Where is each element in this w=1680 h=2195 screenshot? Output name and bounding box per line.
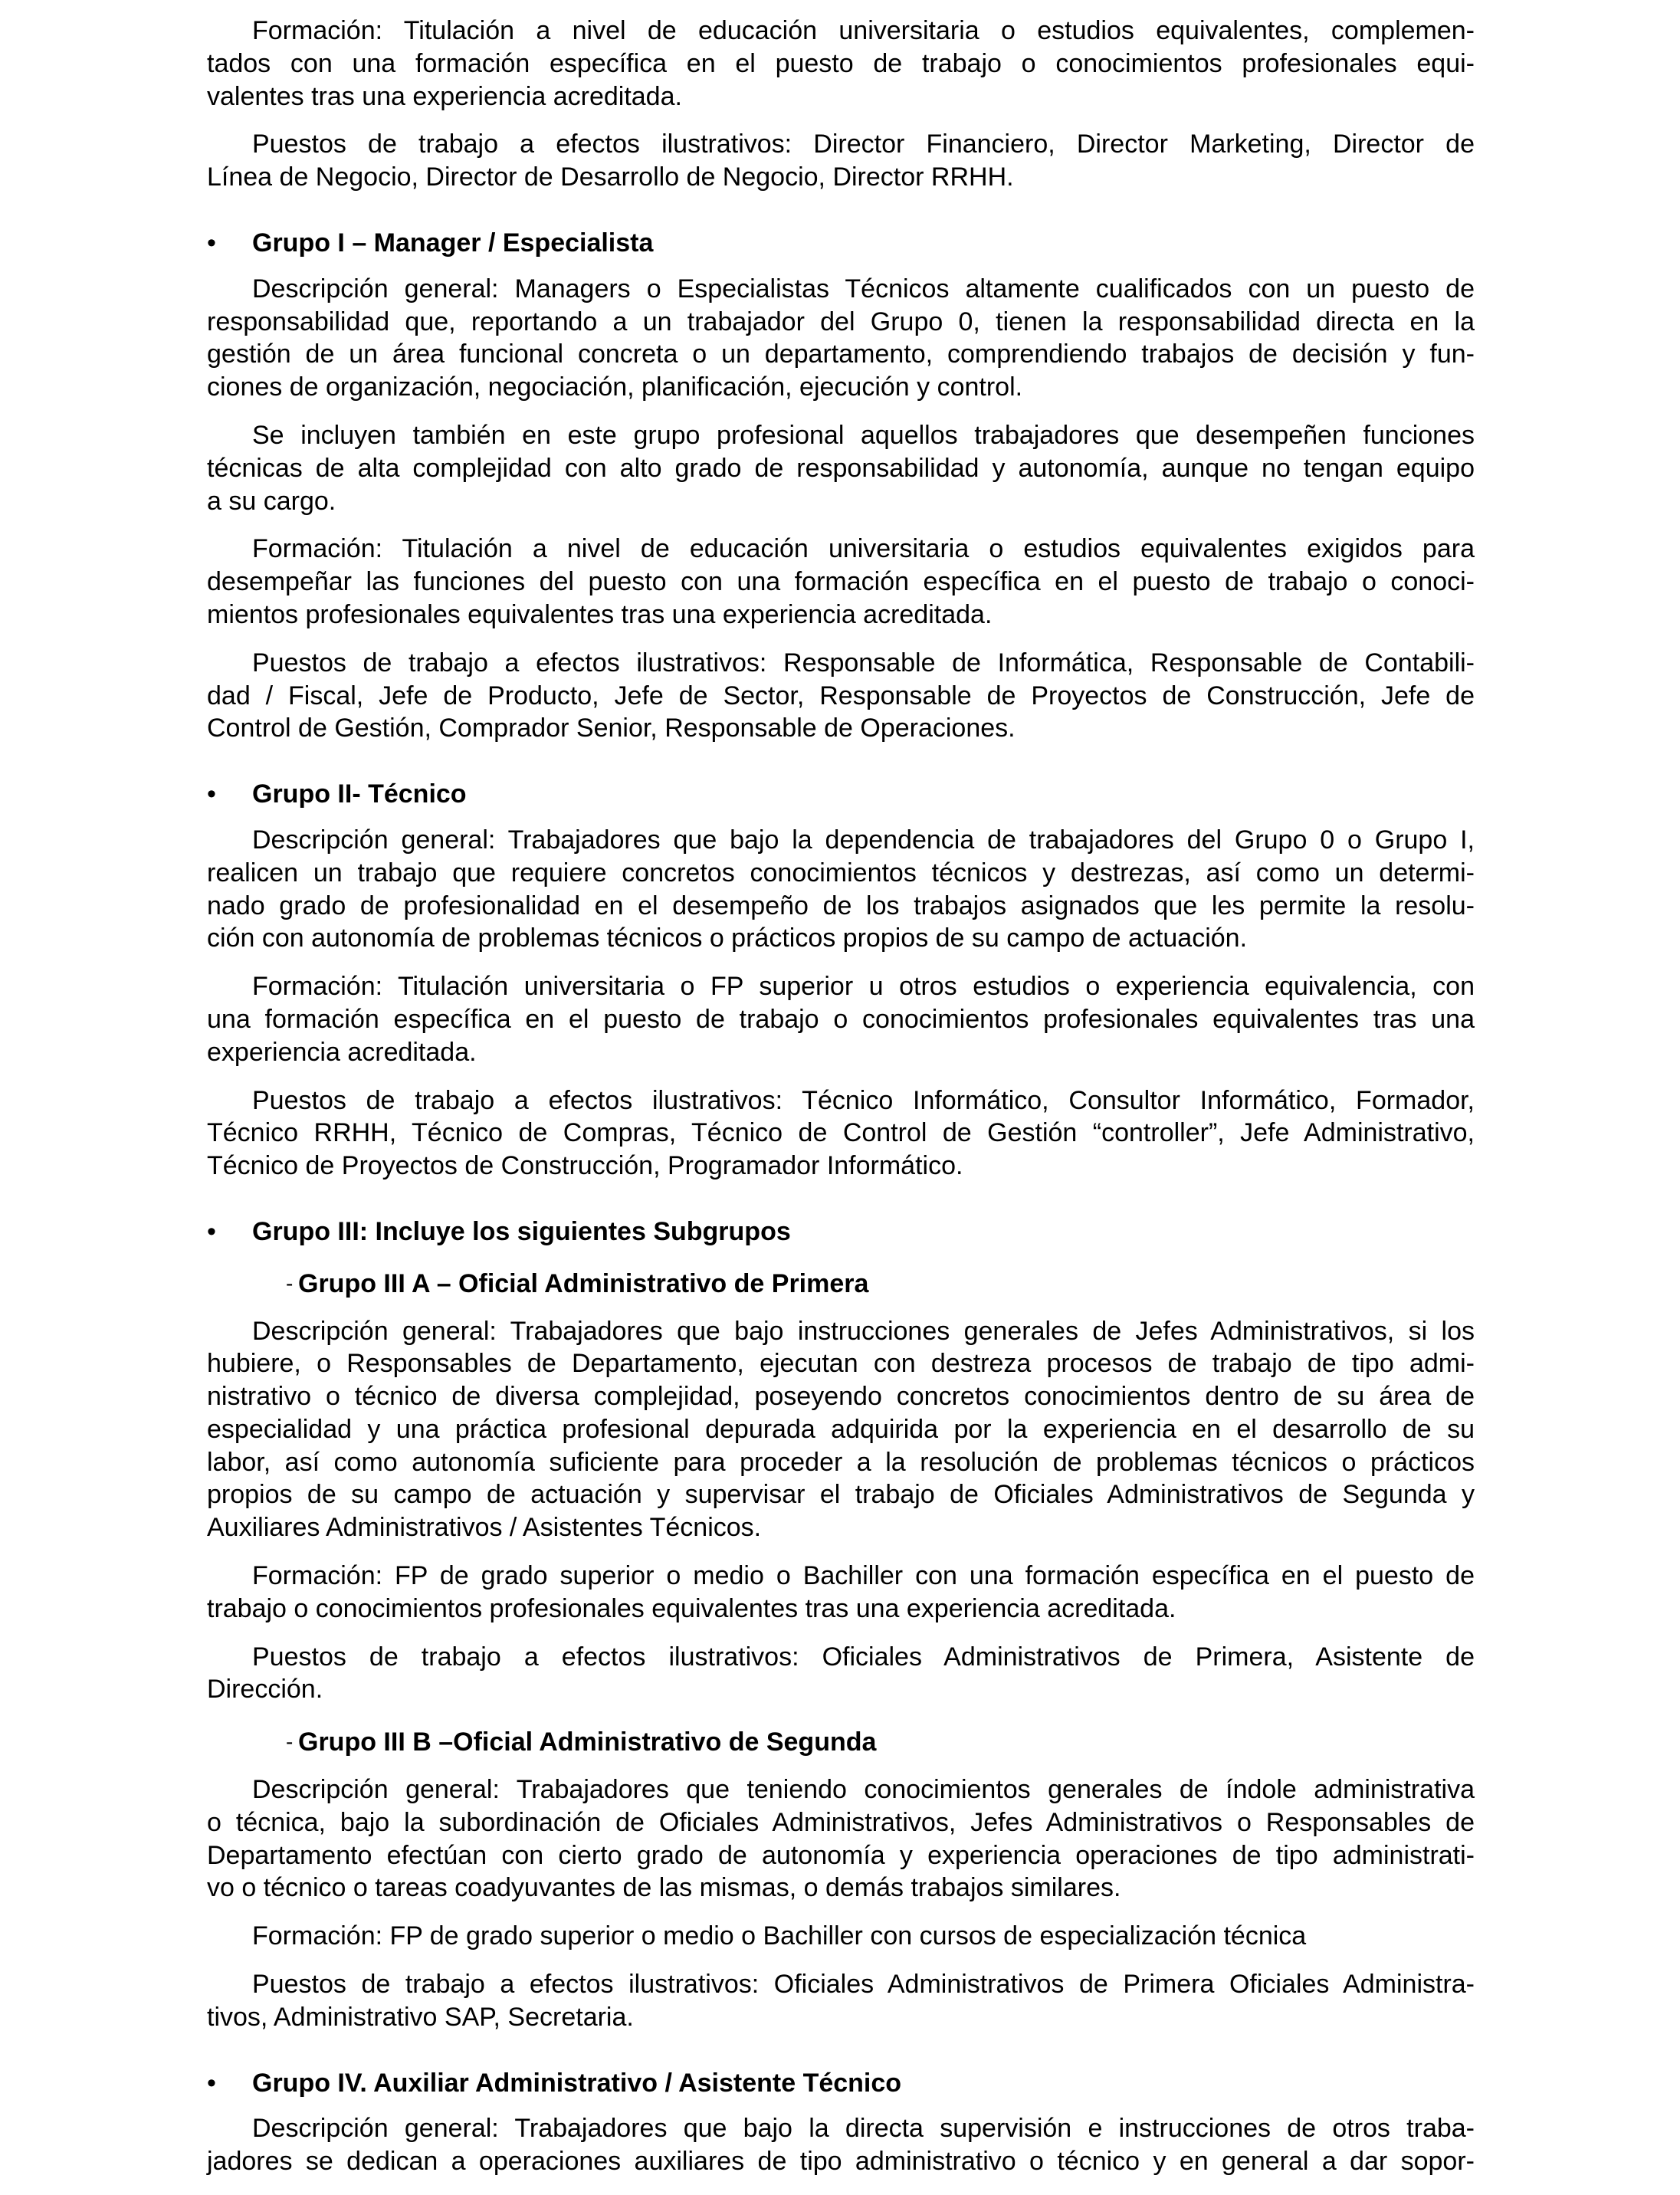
paragraph-line: Se incluyen también en este grupo profesional aquellos trabajadores que desempeñen funciones bbox=[252, 420, 1475, 450]
subsection-heading bbox=[207, 1726, 1475, 1759]
heading-text: Grupo IV. Auxiliar Administrativo / Asistente Técnico bbox=[252, 2068, 902, 2098]
paragraph-line: propios de su campo de actuación y supervisar el trabajo de Oficiales Administrativos de Segunda y bbox=[207, 1480, 1475, 1510]
paragraph-line: Auxiliares Administrativos / Asistentes Técnicos. bbox=[207, 1513, 762, 1543]
dash-icon: - bbox=[286, 1271, 294, 1295]
paragraph bbox=[207, 1920, 1475, 1953]
bullet-icon: • bbox=[207, 228, 216, 258]
paragraph bbox=[207, 128, 1475, 194]
paragraph-line: experiencia acreditada. bbox=[207, 1037, 477, 1067]
bullet-icon: • bbox=[207, 2068, 216, 2098]
bullet-icon: • bbox=[207, 1216, 216, 1246]
paragraph-line: nistrativo o técnico de diversa complejidad, poseyendo concretos conocimientos dentro de su área de bbox=[207, 1382, 1475, 1412]
paragraph-line: mientos profesionales equivalentes tras una experiencia acreditada. bbox=[207, 599, 993, 629]
paragraph bbox=[207, 647, 1475, 745]
dash-icon: - bbox=[286, 1730, 294, 1754]
paragraph-line: ción con autonomía de problemas técnicos o prácticos propios de su campo de actuación. bbox=[207, 924, 1248, 953]
paragraph-line: Descripción general: Trabajadores que bajo la dependencia de trabajadores del Grupo 0 o Grupo I, bbox=[252, 825, 1475, 855]
paragraph bbox=[207, 15, 1475, 113]
paragraph-line: Puestos de trabajo a efectos ilustrativos: Oficiales Administrativos de Primera, Asistente de bbox=[252, 1642, 1475, 1672]
paragraph-line: Descripción general: Trabajadores que bajo la directa supervisión e instrucciones de otros traba- bbox=[252, 2114, 1475, 2144]
paragraph bbox=[207, 1084, 1475, 1183]
heading-text: Grupo III A – Oficial Administrativo de Primera bbox=[298, 1268, 869, 1298]
paragraph-line: Descripción general: Trabajadores que teniendo conocimientos generales de índole administrativa bbox=[252, 1775, 1475, 1805]
paragraph-line: trabajo o conocimientos profesionales equivalentes tras una experiencia acreditada. bbox=[207, 1593, 1176, 1623]
paragraph-line: dad / Fiscal, Jefe de Producto, Jefe de Sector, Responsable de Proyectos de Construcción, Jefe de bbox=[207, 681, 1475, 710]
paragraph-line: Descripción general: Trabajadores que bajo instrucciones generales de Jefes Administrativos, si los bbox=[252, 1316, 1475, 1346]
paragraph-line: Departamento efectúan con cierto grado de autonomía y experiencia operaciones de tipo administrati- bbox=[207, 1840, 1475, 1870]
paragraph bbox=[207, 1968, 1475, 2034]
paragraph-line: Descripción general: Managers o Especialistas Técnicos altamente cualificados con un puesto de bbox=[252, 274, 1475, 303]
paragraph-line: tados con una formación específica en el puesto de trabajo o conocimientos profesionales equi- bbox=[207, 48, 1475, 78]
paragraph bbox=[207, 533, 1475, 631]
paragraph-line: Técnico de Proyectos de Construcción, Programador Informático. bbox=[207, 1151, 963, 1181]
paragraph-line: jadores se dedican a operaciones auxiliares de tipo administrativo o técnico y en general a dar sopor- bbox=[207, 2147, 1475, 2177]
paragraph bbox=[207, 824, 1475, 955]
paragraph-line: Formación: Titulación a nivel de educación universitaria o estudios equivalentes, complemen- bbox=[252, 16, 1475, 45]
paragraph bbox=[207, 1560, 1475, 1626]
heading-text: Grupo III B –Oficial Administrativo de Segunda bbox=[298, 1727, 877, 1757]
paragraph-line: labor, así como autonomía suficiente para proceder a la resolución de problemas técnicos o prácticos bbox=[207, 1447, 1475, 1477]
paragraph-line: a su cargo. bbox=[207, 486, 336, 516]
paragraph-line: o técnica, bajo la subordinación de Oficiales Administrativos, Jefes Administrativos o Responsables de bbox=[207, 1807, 1475, 1837]
paragraph-line: valentes tras una experiencia acreditada. bbox=[207, 81, 682, 111]
bullet-icon: • bbox=[207, 779, 216, 809]
heading-text: Grupo III: Incluye los siguientes Subgrupos bbox=[252, 1216, 791, 1246]
heading-text: Grupo I – Manager / Especialista bbox=[252, 228, 654, 258]
paragraph-line: Técnico RRHH, Técnico de Compras, Técnico de Control de Gestión “controller”, Jefe Administrativo, bbox=[207, 1118, 1475, 1148]
paragraph bbox=[207, 1641, 1475, 1707]
paragraph-line: Puestos de trabajo a efectos ilustrativos: Técnico Informático, Consultor Informático, Formador, bbox=[252, 1085, 1475, 1115]
paragraph bbox=[207, 419, 1475, 517]
paragraph-line: hubiere, o Responsables de Departamento, ejecutan con destreza procesos de trabajo de tipo admi- bbox=[207, 1349, 1475, 1379]
subsection-heading bbox=[207, 1268, 1475, 1301]
paragraph-line: técnicas de alta complejidad con alto grado de responsabilidad y autonomía, aunque no tengan equipo bbox=[207, 453, 1475, 483]
paragraph-line: Dirección. bbox=[207, 1675, 323, 1704]
paragraph-line: Control de Gestión, Comprador Senior, Responsable de Operaciones. bbox=[207, 714, 1016, 743]
paragraph-line: realicen un trabajo que requiere concretos conocimientos técnicos y destrezas, así como un determi- bbox=[207, 858, 1475, 888]
section-heading bbox=[207, 1216, 1475, 1248]
paragraph-line: Formación: FP de grado superior o medio o Bachiller con cursos de especialización técnica bbox=[252, 1921, 1307, 1951]
paragraph-line: Formación: Titulación a nivel de educación universitaria o estudios equivalentes exigidos para bbox=[252, 534, 1475, 564]
paragraph-line: ciones de organización, negociación, planificación, ejecución y control. bbox=[207, 372, 1023, 402]
paragraph-line: tivos, Administrativo SAP, Secretaria. bbox=[207, 2002, 634, 2032]
paragraph-line: Puestos de trabajo a efectos ilustrativos: Oficiales Administrativos de Primera Oficiales Administra- bbox=[252, 1970, 1475, 2000]
paragraph-line: vo o técnico o tareas coadyuvantes de las mismas, o demás trabajos similares. bbox=[207, 1873, 1121, 1903]
paragraph-line: nado grado de profesionalidad en el desempeño de los trabajos asignados que les permite la resolu- bbox=[207, 891, 1475, 920]
paragraph-line: Puestos de trabajo a efectos ilustrativos: Director Financiero, Director Marketing, Director de bbox=[252, 130, 1475, 159]
document-page bbox=[207, 15, 1475, 2178]
paragraph-line: una formación específica en el puesto de trabajo o conocimientos profesionales equivalentes tras una bbox=[207, 1004, 1475, 1034]
paragraph bbox=[207, 1315, 1475, 1545]
paragraph-line: Formación: FP de grado superior o medio o Bachiller con una formación específica en el puesto de bbox=[252, 1561, 1475, 1591]
paragraph bbox=[207, 273, 1475, 404]
paragraph-line: responsabilidad que, reportando a un trabajador del Grupo 0, tienen la responsabilidad directa en la bbox=[207, 307, 1475, 336]
paragraph bbox=[207, 2112, 1475, 2178]
section-heading bbox=[207, 227, 1475, 260]
paragraph-line: gestión de un área funcional concreta o un departamento, comprendiendo trabajos de decisión y fun- bbox=[207, 340, 1475, 369]
section-heading bbox=[207, 778, 1475, 811]
section-heading bbox=[207, 2067, 1475, 2100]
paragraph-line: desempeñar las funciones del puesto con una formación específica en el puesto de trabajo o conoci- bbox=[207, 567, 1475, 597]
paragraph-line: Puestos de trabajo a efectos ilustrativos: Responsable de Informática, Responsable de Contabili- bbox=[252, 648, 1475, 678]
paragraph-line: especialidad y una práctica profesional depurada adquirida por la experiencia en el desarrollo de su bbox=[207, 1414, 1475, 1444]
paragraph bbox=[207, 1773, 1475, 1905]
heading-text: Grupo II- Técnico bbox=[252, 779, 467, 809]
paragraph-line: Formación: Titulación universitaria o FP superior u otros estudios o experiencia equivalencia, con bbox=[252, 972, 1475, 1002]
paragraph-line: Línea de Negocio, Director de Desarrollo de Negocio, Director RRHH. bbox=[207, 162, 1014, 192]
paragraph bbox=[207, 970, 1475, 1068]
